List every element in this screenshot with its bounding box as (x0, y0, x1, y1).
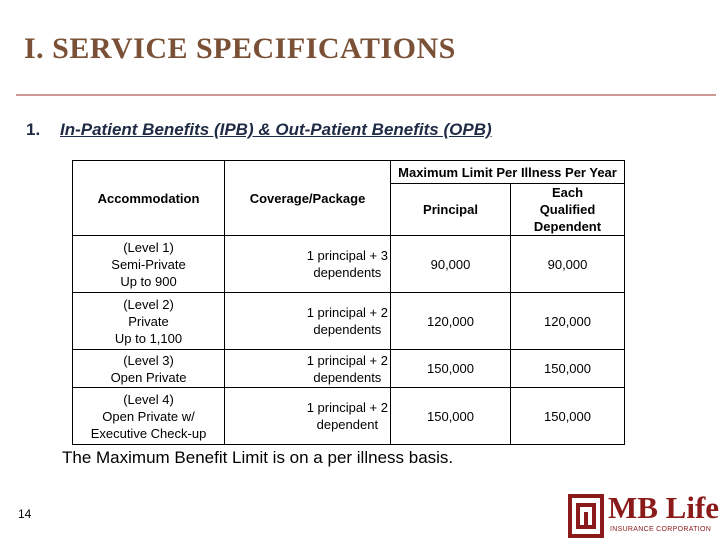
dependent-limit-cell: 150,000 (511, 388, 625, 445)
table-body (73, 236, 625, 445)
coverage-cell (225, 350, 391, 388)
coverage-cell (225, 388, 391, 445)
principal-limit-cell: 150,000 (391, 350, 511, 388)
table-header-row (73, 161, 625, 184)
coverage-cell (225, 236, 391, 293)
mb-life-emblem-icon (568, 494, 604, 538)
dependent-limit-cell: 90,000 (511, 236, 625, 293)
logo-wordmark: MB Life (608, 490, 720, 525)
mb-life-logo (568, 490, 720, 538)
coverage-line: 1 principal + 2 (306, 305, 388, 320)
coverage-line: dependents (313, 369, 382, 385)
accommodation-line: Up to 1,100 (114, 330, 183, 346)
title-divider (16, 94, 716, 96)
accommodation-line: (Level 1) (123, 239, 174, 255)
dependent-limit-cell: 150,000 (511, 350, 625, 388)
section-heading (26, 120, 492, 140)
header-dependent-text: Each Qualified Dependent (533, 185, 602, 234)
accommodation-line: Executive Check-up (90, 425, 207, 441)
coverage-line: dependent (316, 417, 379, 432)
accommodation-cell (73, 388, 225, 445)
accommodation-line: (Level 4) (123, 391, 174, 407)
accommodation-line: Up to 900 (120, 273, 177, 289)
coverage-line: 1 principal + 2 (306, 352, 388, 368)
accommodation-line: Open Private (110, 369, 187, 385)
principal-limit-cell: 150,000 (391, 388, 511, 445)
slide-title: I. SERVICE SPECIFICATIONS (24, 32, 456, 65)
logo-subtitle: INSURANCE CORPORATION (610, 526, 712, 533)
coverage-line: 1 principal + 3 (306, 248, 388, 263)
section-number: 1. (26, 120, 41, 139)
principal-limit-cell: 90,000 (391, 236, 511, 293)
coverage-line: dependents (313, 322, 382, 337)
table-row (73, 350, 625, 388)
section-title: In-Patient Benefits (IPB) & Out-Patient Benefits (OPB) (60, 120, 492, 139)
accommodation-line: (Level 3) (123, 352, 174, 368)
header-dependent (511, 184, 625, 236)
coverage-line: 1 principal + 2 (306, 400, 388, 415)
principal-limit-cell: 120,000 (391, 293, 511, 350)
table-row (73, 293, 625, 350)
benefits-table (72, 160, 625, 445)
table-row (73, 236, 625, 293)
dependent-limit-cell: 120,000 (511, 293, 625, 350)
table-row (73, 388, 625, 445)
accommodation-line: Open Private w/ (102, 408, 195, 424)
accommodation-cell (73, 236, 225, 293)
page-number: 14 (18, 507, 32, 521)
accommodation-cell (73, 293, 225, 350)
header-max-limit: Maximum Limit Per Illness Per Year (391, 161, 625, 184)
accommodation-line: Private (128, 313, 169, 329)
coverage-cell (225, 293, 391, 350)
benefit-note: The Maximum Benefit Limit is on a per illness basis. (62, 448, 454, 467)
header-coverage: Coverage/Package (225, 161, 391, 236)
coverage-line: dependents (313, 265, 382, 280)
header-accommodation: Accommodation (73, 161, 225, 236)
accommodation-line: Semi-Private (111, 256, 186, 272)
accommodation-cell (73, 350, 225, 388)
accommodation-line: (Level 2) (123, 296, 174, 312)
header-principal: Principal (391, 184, 511, 236)
